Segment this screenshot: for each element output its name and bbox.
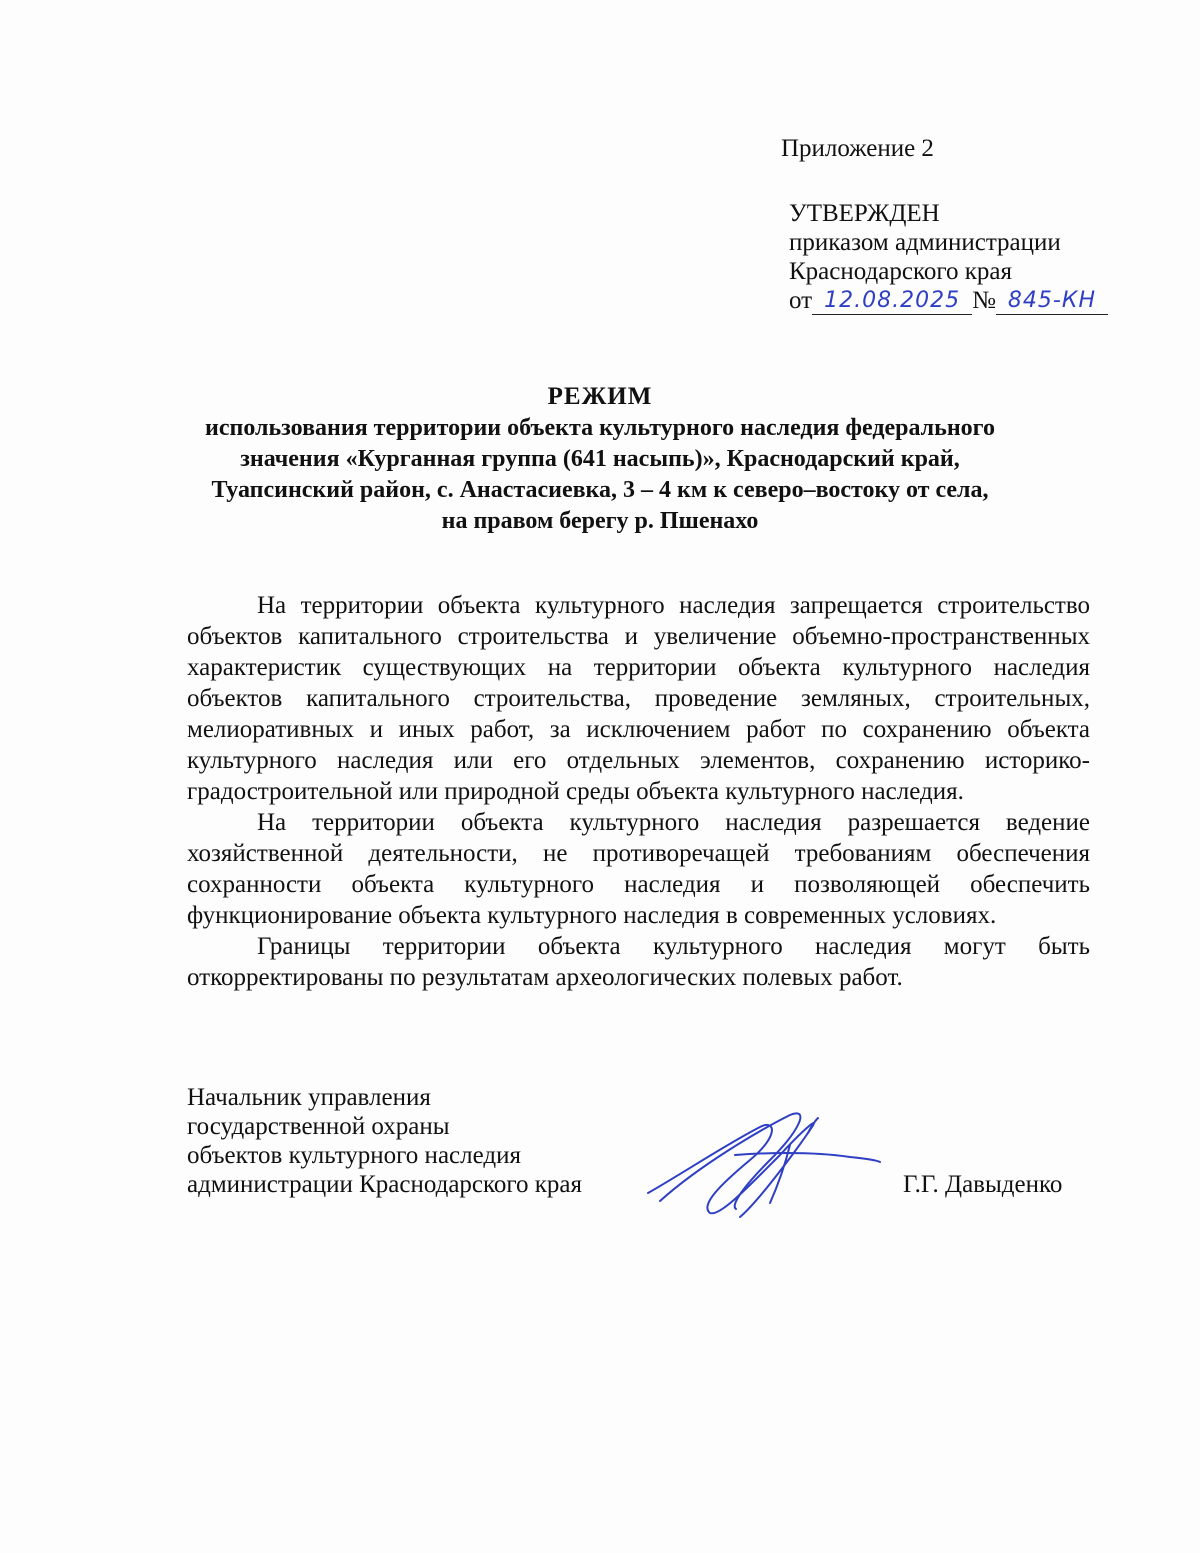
signer-name: Г.Г. Давыденко [903,1171,1063,1198]
signer-position-line-2: государственной охраны [187,1113,450,1140]
handwritten-signature [640,1105,890,1230]
signer-position-line-4: администрации Краснодарского края [187,1171,583,1198]
title-line-4: на правом берегу р. Пшенахо [441,508,759,534]
document-title [150,381,1050,537]
approved-label: УТВЕРЖДЕН [789,200,940,227]
title-line-3: Туапсинский район, с. Анастасиевка, 3 – 4 км к северо–востоку от села, [211,477,989,503]
order-date-number-line [789,286,1108,318]
from-label: от [789,287,813,314]
body-paragraph-1: На территории объекта культурного наследия запрещается строительство объектов капитального строительства и увеличение объемно-пространственных характеристик существующих на территории объекта культурного наследия объектов капитального строительства, проведение земляных, строительных, мелиоративных и иных работ, за исключением работ по сохранению объекта культурного наследия или его отдельных элементов, сохранению историко-градостроительной или природной среды объекта культурного наследия. [187,592,1090,805]
approval-block [789,199,1108,318]
appendix-label: Приложение 2 [781,135,934,162]
body-paragraph-2: На территории объекта культурного наследия разрешается ведение хозяйственной деятельности, не противоречащей требованиям обеспечения сохранности объекта культурного наследия и позволяющей обеспечить функционирование объекта культурного наследия в современных условиях. [187,809,1090,929]
order-date-handwritten: 12.08.2025 [824,288,961,313]
order-number-field [996,287,1108,315]
title-main: РЕЖИМ [547,383,653,410]
number-label: № [972,287,996,314]
signer-position-line-1: Начальник управления [187,1084,431,1111]
order-date-field [812,287,972,315]
order-number-handwritten: 845-КН [1007,288,1097,313]
signer-position [187,1083,582,1199]
title-line-2: значения «Курганная группа (641 насыпь)», Краснодарский край, [240,446,960,472]
signer-position-line-3: объектов культурного наследия [187,1142,521,1169]
title-line-1: использования территории объекта культурного наследия федерального [205,415,995,441]
body-paragraph-3: Границы территории объекта культурного наследия могут быть откорректированы по результатам археологических полевых работ. [187,933,1090,991]
order-line-1: приказом администрации [789,229,1061,256]
document-body [187,590,1090,993]
order-line-2: Краснодарского края [789,258,1012,285]
